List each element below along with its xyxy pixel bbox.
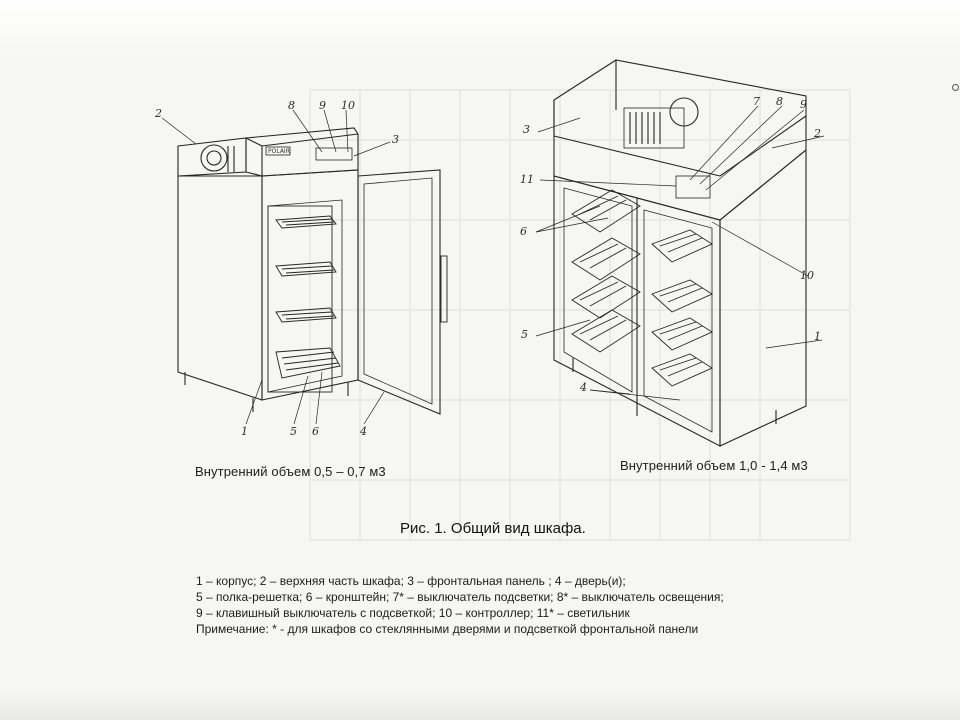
scan-speck [952,84,959,91]
callout-right-11: 11 [520,173,534,186]
callout-left-4: 4 [360,425,367,438]
callout-right-4: 4 [580,381,587,394]
figure-legend [196,573,856,637]
left-unit-caption: Внутренний объем 0,5 – 0,7 м3 [195,464,386,479]
callout-left-9: 9 [319,99,326,112]
callout-right-5: 5 [521,328,528,341]
callout-right-8: 8 [776,95,783,108]
figure-title: Рис. 1. Общий вид шкафа. [400,520,586,537]
right-unit-caption: Внутренний объем 1,0 - 1,4 м3 [620,458,808,473]
callout-right-7: 7 [753,95,760,108]
svg-text:POLAIR: POLAIR [268,148,290,155]
callout-right-10: 10 [800,269,814,282]
callout-left-6: 6 [312,425,319,438]
callout-left-10: 10 [341,99,355,112]
legend-line-4: Примечание: * - для шкафов со стеклянными дверями и подсветкой фронтальной панели [196,622,699,636]
legend-line-2: 5 – полка-решетка; 6 – кронштейн; 7* – выключатель подсветки; 8* – выключатель освещения; [196,590,724,604]
callout-right-9: 9 [800,98,807,111]
left-cabinet [162,110,447,424]
callout-left-3: 3 [392,133,399,146]
callout-right-2: 2 [814,127,821,140]
scan-bottom-margin [0,690,960,720]
callout-right-6: 6 [520,225,527,238]
callout-left-8: 8 [288,99,295,112]
legend-line-3: 9 – клавишный выключатель с подсветкой; 10 – контроллер; 11* – светильник [196,606,630,620]
legend-line-1: 1 – корпус; 2 – верхняя часть шкафа; 3 – фронтальная панель ; 4 – дверь(и); [196,574,626,588]
callout-right-3: 3 [523,123,530,136]
callout-right-1: 1 [814,330,821,343]
callout-left-1: 1 [241,425,248,438]
callout-left-2: 2 [155,107,162,120]
callout-left-5: 5 [290,425,297,438]
